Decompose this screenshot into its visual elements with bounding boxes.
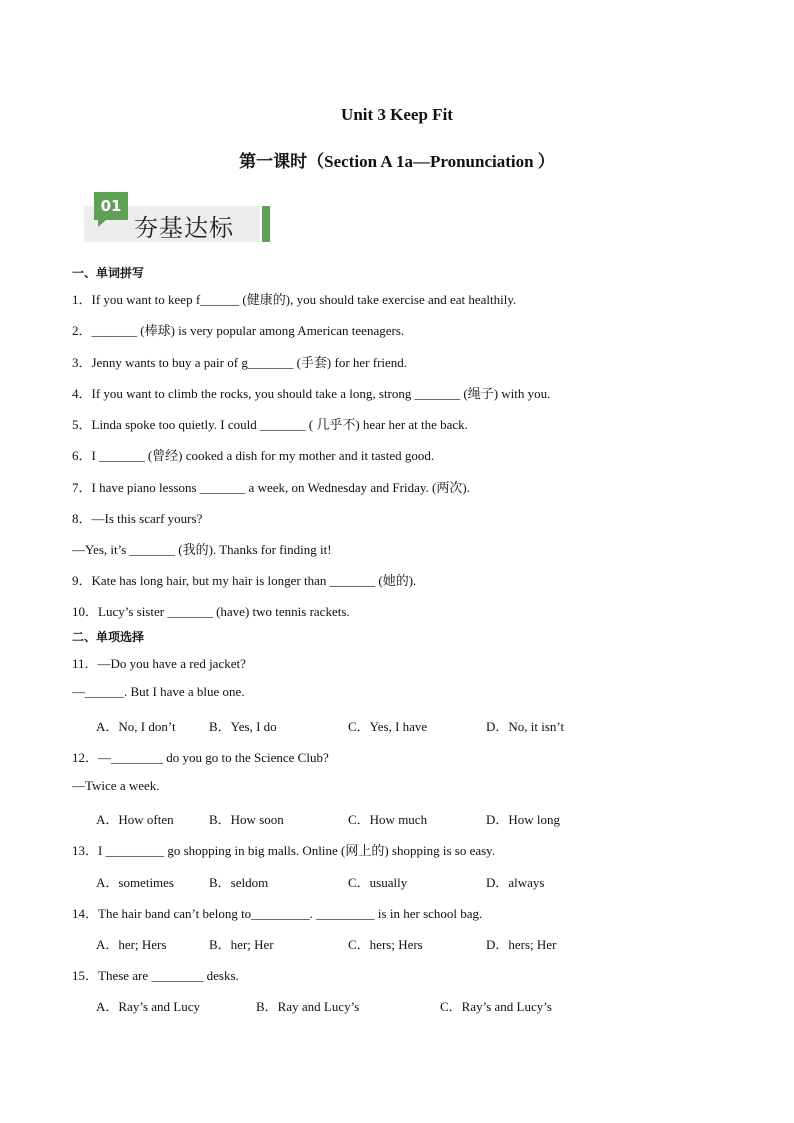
section-heading-choice: 二、单项选择 bbox=[72, 630, 145, 644]
option-15-b: B．Ray and Lucy’s bbox=[256, 999, 360, 1014]
spelling-question-6: 6．I _______ (曾经) cooked a dish for my mother and it tasted good. bbox=[72, 448, 435, 463]
choice-question-12-reply: —Twice a week. bbox=[72, 778, 160, 793]
choice-question-13: 13．I _________ go shopping in big malls. Online (网上的) shopping is so easy. bbox=[72, 843, 496, 858]
spelling-question-10: 10．Lucy’s sister _______ (have) two tennis rackets. bbox=[72, 604, 350, 619]
option-15-c: C．Ray’s and Lucy’s bbox=[440, 999, 552, 1014]
spelling-question-7: 7．I have piano lessons _______ a week, on Wednesday and Friday. (两次). bbox=[72, 480, 470, 495]
spelling-question-9: 9．Kate has long hair, but my hair is longer than _______ (她的). bbox=[72, 573, 417, 588]
spelling-question-3: 3．Jenny wants to buy a pair of g_______ (手套) for her friend. bbox=[72, 355, 408, 370]
option-12-d: D．How long bbox=[486, 812, 561, 827]
section-banner bbox=[84, 192, 272, 244]
unit-title: Unit 3 Keep Fit bbox=[341, 105, 453, 124]
option-12-b: B．How soon bbox=[209, 812, 284, 827]
spelling-question-4: 4．If you want to climb the rocks, you should take a long, strong _______ (绳子) with you. bbox=[72, 386, 551, 401]
option-14-b: B．her; Her bbox=[209, 937, 274, 952]
section-heading-spelling: 一、单词拼写 bbox=[72, 266, 145, 280]
spelling-question-1: 1．If you want to keep f______ (健康的), you should take exercise and eat healthily. bbox=[72, 292, 517, 307]
banner-badge-number: 01 bbox=[94, 192, 128, 220]
option-13-b: B．seldom bbox=[209, 875, 269, 890]
option-12-a: A．How often bbox=[96, 812, 174, 827]
option-14-a: A．her; Hers bbox=[96, 937, 167, 952]
option-11-c: C．Yes, I have bbox=[348, 719, 428, 734]
option-13-d: D．always bbox=[486, 875, 545, 890]
spelling-question-8-reply: —Yes, it’s _______ (我的). Thanks for finding it! bbox=[72, 542, 332, 557]
spelling-question-5: 5．Linda spoke too quietly. I could _______ ( 几乎不) hear her at the back. bbox=[72, 417, 468, 432]
option-11-d: D．No, it isn’t bbox=[486, 719, 565, 734]
option-14-d: D．hers; Her bbox=[486, 937, 557, 952]
choice-question-12: 12．—________ do you go to the Science Club? bbox=[72, 750, 329, 765]
option-11-b: B．Yes, I do bbox=[209, 719, 277, 734]
option-14-c: C．hers; Hers bbox=[348, 937, 423, 952]
option-13-c: C．usually bbox=[348, 875, 408, 890]
option-15-a: A．Ray’s and Lucy bbox=[96, 999, 200, 1014]
badge-tail bbox=[98, 220, 106, 227]
banner-accent-bar bbox=[262, 206, 270, 242]
spelling-question-2: 2．_______ (棒球) is very popular among American teenagers. bbox=[72, 323, 405, 338]
choice-question-11-reply: —______. But I have a blue one. bbox=[72, 684, 245, 699]
option-12-c: C．How much bbox=[348, 812, 428, 827]
choice-question-11: 11．—Do you have a red jacket? bbox=[72, 656, 246, 671]
choice-question-14: 14．The hair band can’t belong to_________. _________ is in her school bag. bbox=[72, 906, 483, 921]
option-13-a: A．sometimes bbox=[96, 875, 174, 890]
option-11-a: A．No, I don’t bbox=[96, 719, 176, 734]
lesson-subtitle: 第一课时（Section A 1a—Pronunciation ） bbox=[239, 152, 555, 171]
banner-title: 夯基达标 bbox=[134, 214, 234, 242]
choice-question-15: 15．These are ________ desks. bbox=[72, 968, 239, 983]
spelling-question-8: 8．—Is this scarf yours? bbox=[72, 511, 203, 526]
